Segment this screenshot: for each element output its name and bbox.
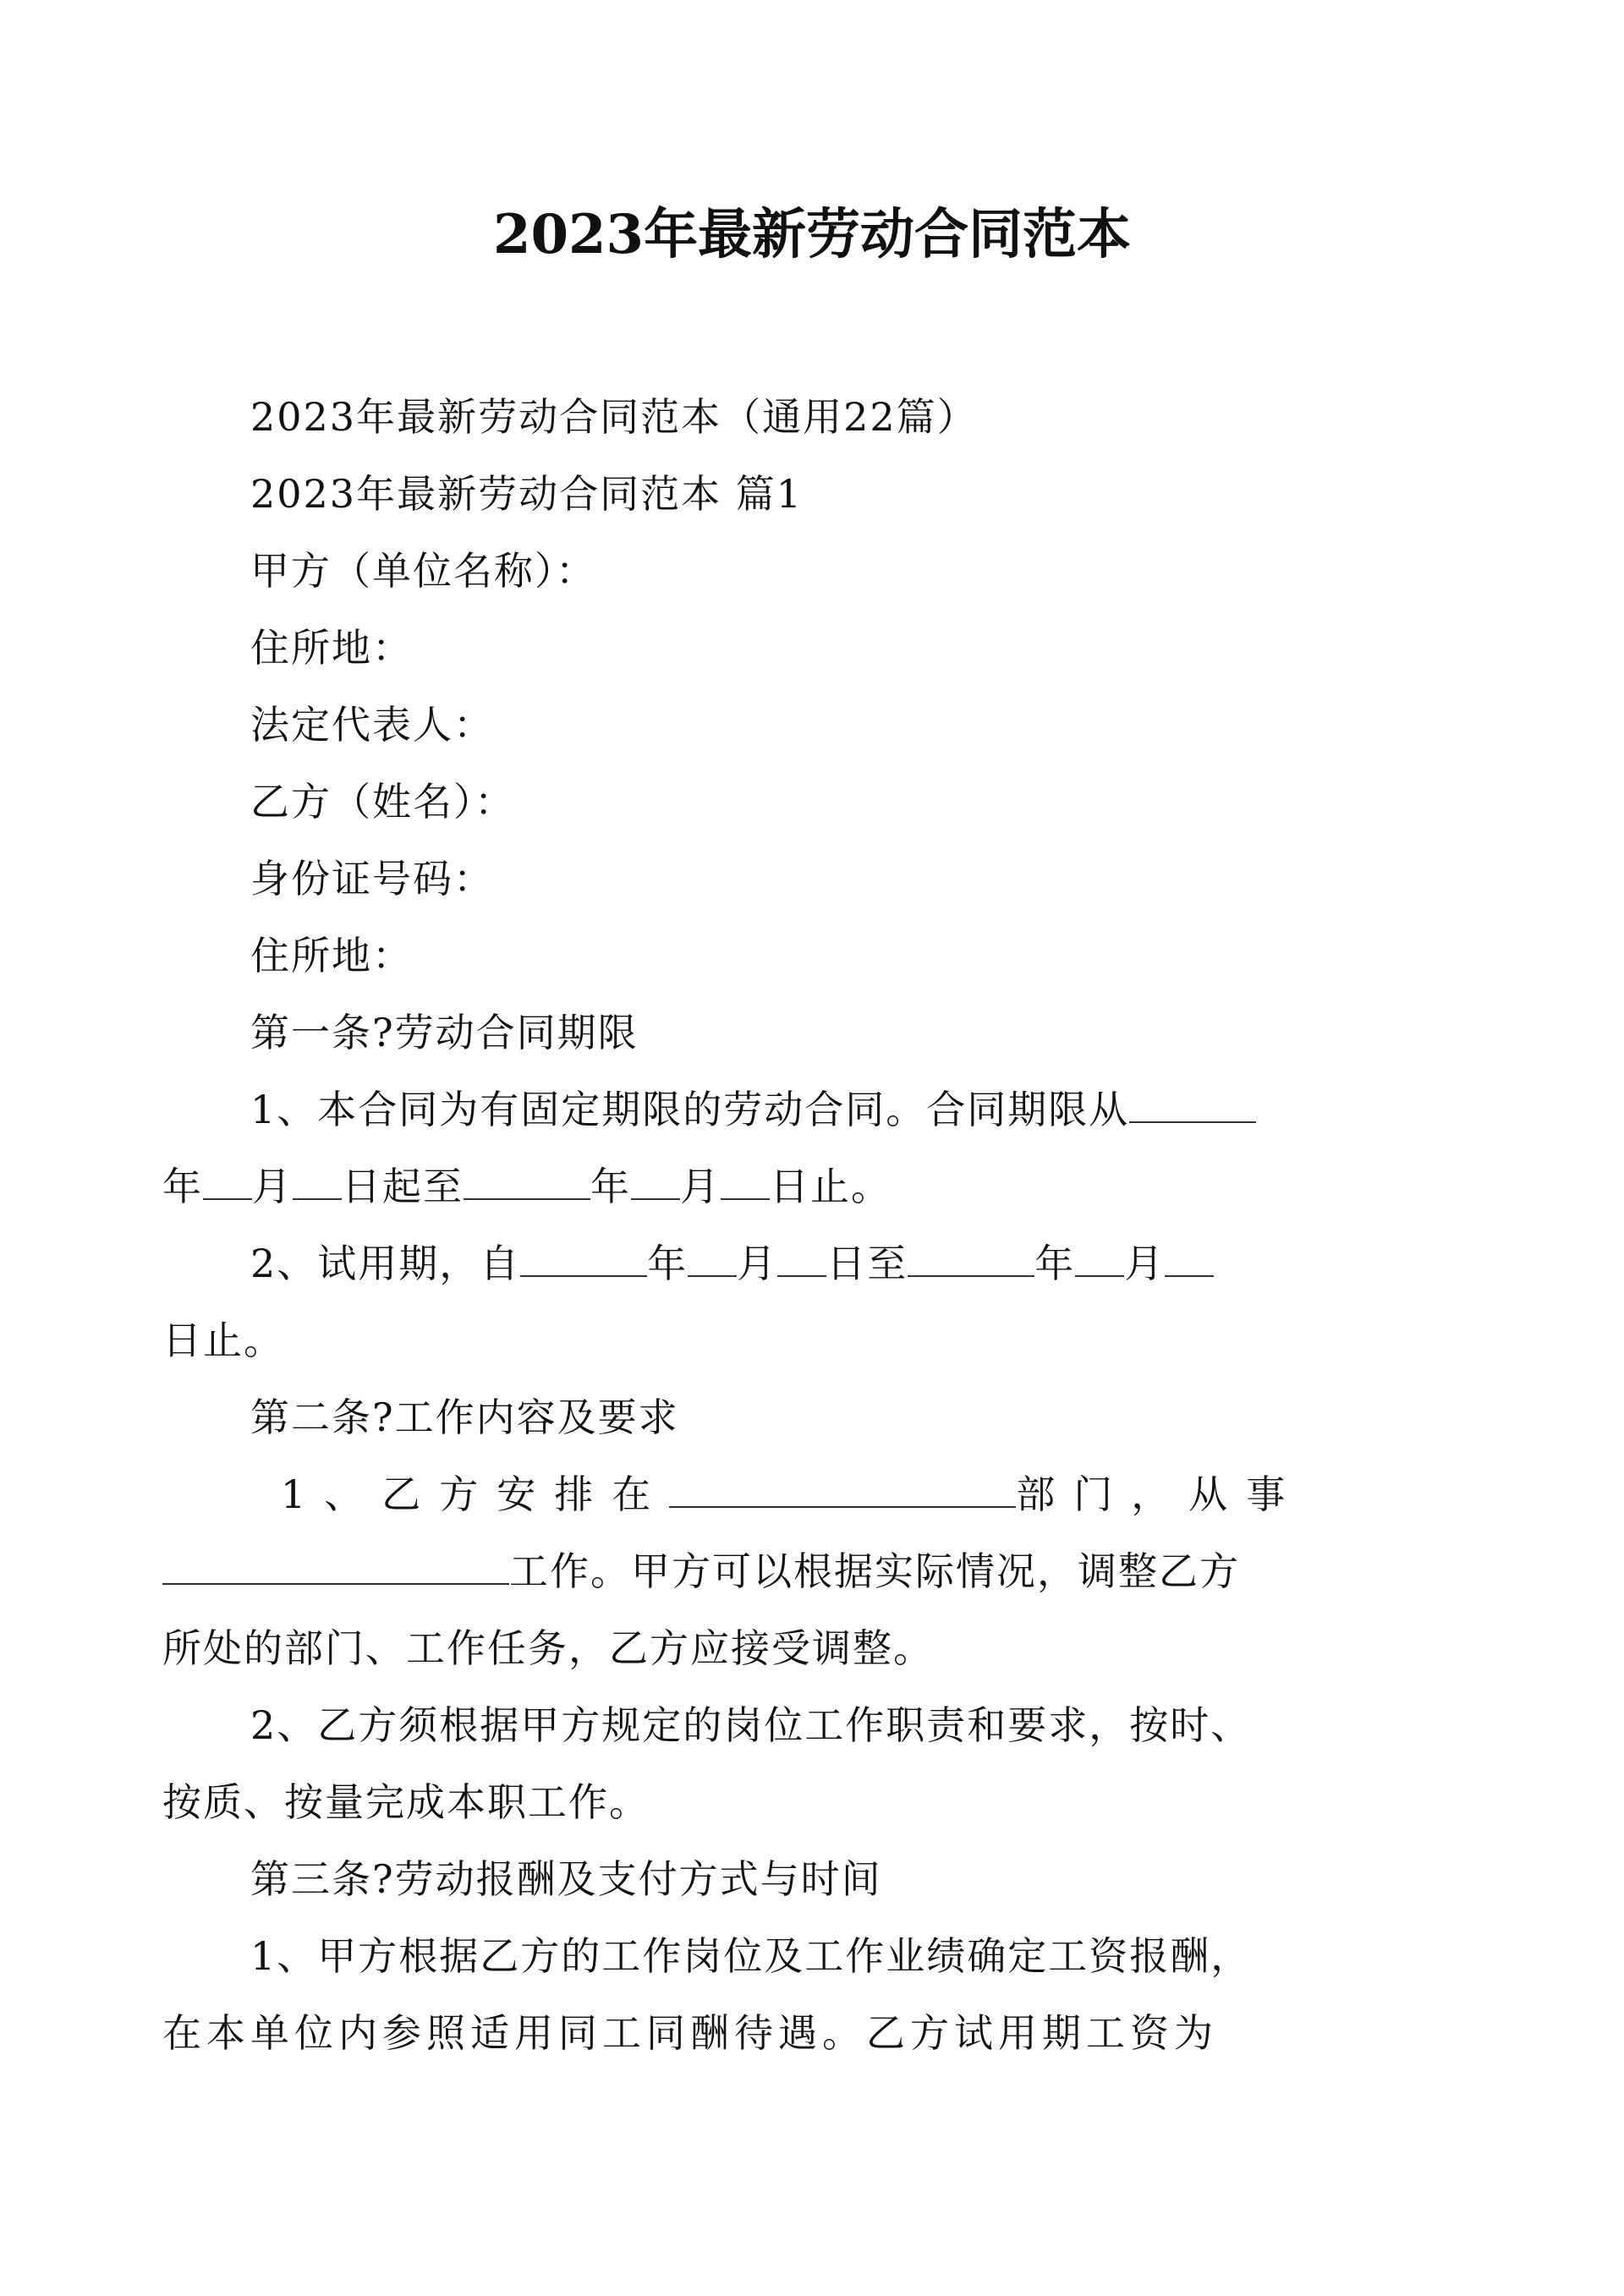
article2-clause1-line3: 所处的部门、工作任务，乙方应接受调整。 <box>162 1625 934 1671</box>
blank-year-end <box>464 1164 590 1200</box>
article3-heading: 第三条?劳动报酬及支付方式与时间 <box>250 1856 882 1902</box>
word-day-end: 日止。 <box>770 1164 892 1209</box>
article2-clause2-line1: 2、乙方须根据甲方规定的岗位工作职责和要求，按时、 <box>250 1702 1252 1748</box>
document-body <box>162 379 1384 2072</box>
word-day-to: 日至 <box>826 1241 908 1286</box>
article1-clause2-line1 <box>250 1225 1384 1302</box>
blank-trial-year-end <box>908 1241 1034 1277</box>
section-heading: 2023年最新劳动合同范本 篇1 <box>250 471 803 517</box>
word-year-4: 年 <box>1034 1241 1076 1286</box>
blank-month-start <box>203 1164 252 1200</box>
clause-text: 1、本合同为有固定期限的劳动合同。合同期限从 <box>250 1087 1130 1132</box>
party-b-id-label: 身份证号码： <box>250 856 494 901</box>
subtitle: 2023年最新劳动合同范本（通用22篇） <box>250 394 978 440</box>
article2-heading: 第二条?工作内容及要求 <box>250 1395 679 1440</box>
article2-clause1-line1 <box>250 1456 1384 1533</box>
clause-text: 部门，从事 <box>1016 1471 1304 1517</box>
word-year: 年 <box>162 1164 203 1209</box>
article3-clause1-line2: 在本单位内参照适用同工同酬待遇。乙方试用期工资为 <box>162 2010 1218 2056</box>
word-month-2: 月 <box>680 1164 721 1209</box>
article2-clause2-line2: 按质、按量完成本职工作。 <box>162 1779 650 1825</box>
clause-text: 2、试用期，自 <box>250 1241 521 1286</box>
blank-trial-day-start <box>777 1241 826 1277</box>
blank-month-end <box>631 1164 680 1200</box>
word-month-3: 月 <box>737 1241 778 1286</box>
word-month-4: 月 <box>1124 1241 1166 1286</box>
article2-clause1-line2 <box>162 1533 1384 1610</box>
article1-clause2-line2 <box>162 1302 1384 1379</box>
word-year-2: 年 <box>590 1164 631 1209</box>
party-b-name-label: 乙方（姓名）： <box>250 779 515 825</box>
blank-year-start <box>1129 1088 1256 1123</box>
word-day-end-2: 日止。 <box>162 1318 284 1363</box>
party-a-legal-rep-label: 法定代表人： <box>250 702 494 748</box>
clause-text: 1、乙方安排在 <box>281 1471 670 1517</box>
word-year-3: 年 <box>647 1241 689 1286</box>
blank-day-start <box>293 1164 342 1200</box>
blank-trial-month-end <box>1075 1241 1124 1277</box>
party-a-address-label: 住所地： <box>250 625 413 671</box>
article1-heading: 第一条?劳动合同期限 <box>250 1010 639 1055</box>
blank-department <box>669 1472 1016 1508</box>
blank-trial-month-start <box>688 1241 737 1277</box>
word-month: 月 <box>252 1164 293 1209</box>
party-b-address-label: 住所地： <box>250 933 413 978</box>
document-title: 2023年最新劳动合同范本 <box>492 203 1132 266</box>
word-day-from: 日起至 <box>342 1164 464 1209</box>
party-a-name-label: 甲方（单位名称）： <box>250 548 596 594</box>
blank-job <box>162 1549 509 1585</box>
clause-text: 工作。甲方可以根据实际情况，调整乙方 <box>509 1548 1240 1594</box>
blank-trial-day-end <box>1165 1241 1214 1277</box>
article1-clause1-line1 <box>250 1071 1384 1148</box>
article3-clause1-line1: 1、甲方根据乙方的工作岗位及工作业绩确定工资报酬， <box>250 1933 1252 1979</box>
blank-day-end <box>721 1164 770 1200</box>
blank-trial-year-start <box>520 1241 647 1277</box>
article1-clause1-line2 <box>162 1148 1384 1225</box>
